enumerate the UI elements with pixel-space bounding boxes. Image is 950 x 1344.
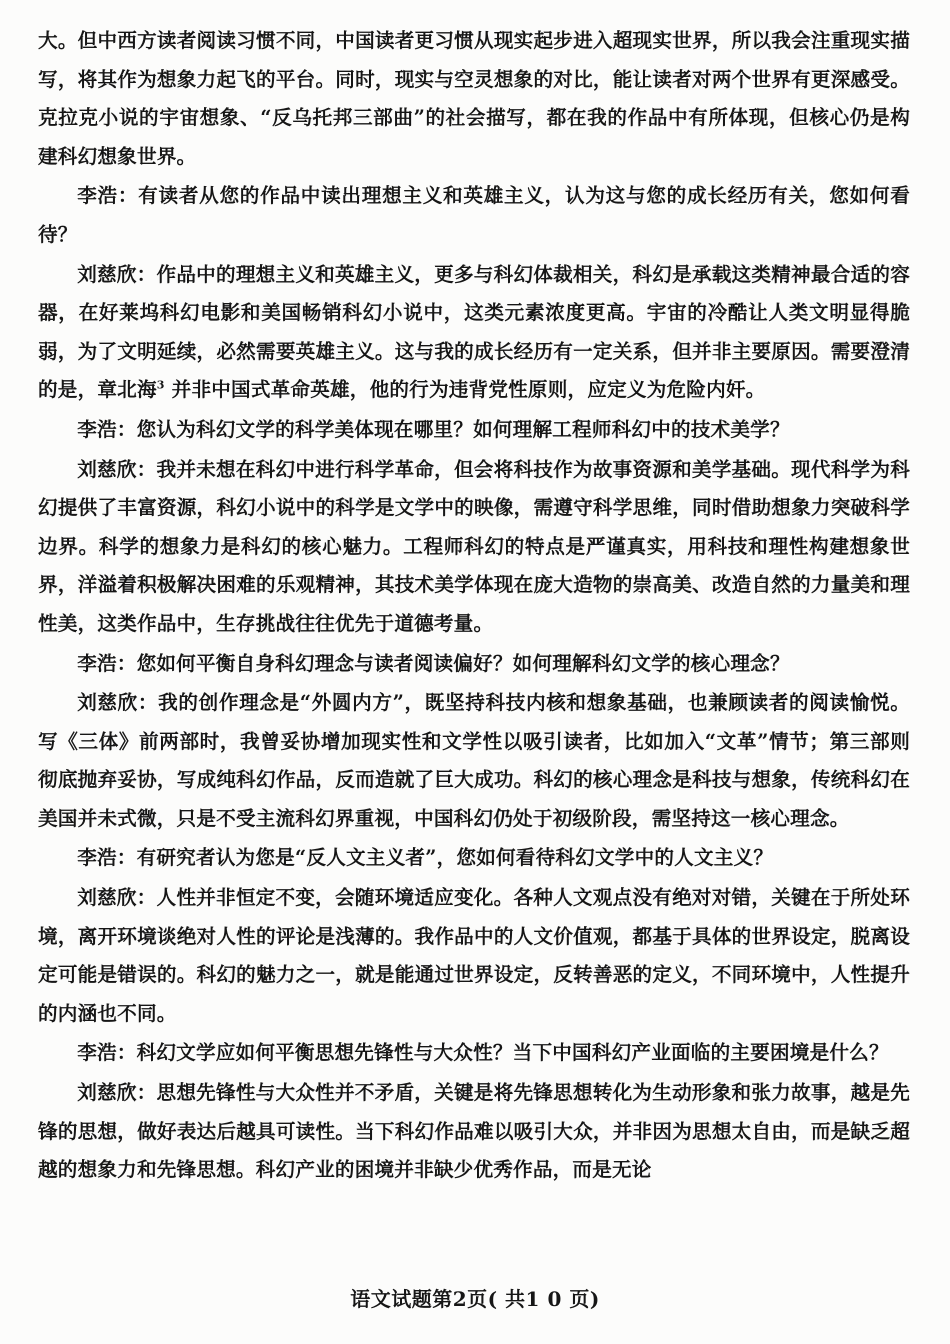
question-text: 科幻文学应如何平衡思想先锋性与大众性？当下中国科幻产业面临的主要困境是什么？ xyxy=(136,1041,889,1065)
speaker-liu-cixin: 刘慈欣： xyxy=(77,691,159,715)
question-text: 您认为科幻文学的科学美体现在哪里？如何理解工程师科幻中的技术美学？ xyxy=(136,417,790,441)
speaker-li-hao: 李浩： xyxy=(77,417,137,441)
question-paragraph xyxy=(38,1034,910,1073)
answer-text: 作品中的理想主义和英雄主义，更多与科幻体裁相关，科幻是承载这类精神最合适的容器，在好莱坞科幻电影和美国畅销科幻小说中，这类元素浓度更高。宇宙的冷酷让人类文明显得脆弱，为了文明延续，必然需要英雄主义。这与我的成长经历有一定关系，但并非主要原因。需要澄清的是，章北海 xyxy=(38,262,910,402)
question-paragraph xyxy=(38,839,910,878)
interview-text xyxy=(38,22,910,1191)
speaker-liu-cixin: 刘慈欣： xyxy=(77,262,157,286)
answer-text: 思想先锋性与大众性并不矛盾，关键是将先锋思想转化为生动形象和张力故事，越是先锋的思想，做好表达后越具可读性。当下科幻作品难以吸引大众，并非因为思想太自由，而是缺乏超越的想象力和先锋思想。科幻产业的困境并非缺少优秀作品，而是无论 xyxy=(38,1081,910,1182)
question-paragraph xyxy=(38,411,910,450)
answer-text: 我的创作理念是“外圆内方”，既坚持科技内核和想象基础，也兼顾读者的阅读愉悦。写《三体》前两部时，我曾妥协增加现实性和文学性以吸引读者，比如加入“文革”情节；第三部则彻底抛弃妥协，写成纯科幻作品，反而造就了巨大成功。科幻的核心理念是科技与想象，传统科幻在美国并未式微，只是不受主流科幻界重视，中国科幻仍处于初级阶段，需坚持这一核心理念。 xyxy=(38,691,910,830)
question-paragraph xyxy=(38,645,910,684)
question-paragraph xyxy=(38,177,910,254)
question-text: 有读者从您的作品中读出理想主义和英雄主义，认为这与您的成长经历有关，您如何看待？ xyxy=(38,184,910,246)
speaker-li-hao: 李浩： xyxy=(77,184,139,208)
answer-text-continued: 并非中国式革命英雄，他的行为违背党性原则，应定义为危险内奸。 xyxy=(164,378,766,402)
page-footer xyxy=(0,1283,950,1312)
speaker-liu-cixin: 刘慈欣： xyxy=(77,1081,157,1105)
speaker-liu-cixin: 刘慈欣： xyxy=(77,457,157,481)
question-text: 您如何平衡自身科幻理念与读者阅读偏好？如何理解科幻文学的核心理念？ xyxy=(136,651,790,675)
speaker-li-hao: 李浩： xyxy=(77,846,137,870)
footnote-marker: 3 xyxy=(156,378,165,392)
answer-paragraph xyxy=(38,879,910,1033)
paragraph-text: 大。但中西方读者阅读习惯不同，中国读者更习惯从现实起步进入超现实世界，所以我会注重现实描写，将其作为想象力起飞的平台。同时，现实与空灵想象的对比，能让读者对两个世界有更深感受。克拉克小说的宇宙想象、“反乌托邦三部曲”的社会描写，都在我的作品中有所体现，但核心仍是构建科幻想象世界。 xyxy=(38,29,910,168)
speaker-li-hao: 李浩： xyxy=(77,1041,137,1065)
paragraph-continuation xyxy=(38,22,910,176)
answer-paragraph xyxy=(38,1074,910,1190)
answer-text: 我并未想在科幻中进行科学革命，但会将科技作为故事资源和美学基础。现代科学为科幻提供了丰富资源，科幻小说中的科学是文学中的映像，需遵守科学思维，同时借助想象力突破科学边界。科学的想象力是科幻的核心魅力。工程师科幻的特点是严谨真实，用科技和理性构建想象世界，洋溢着积极解决困难的乐观精神，其技术美学体现在庞大造物的崇高美、改造自然的力量美和理性美，这类作品中，生存挑战往往优先于道德考量。 xyxy=(38,457,910,635)
speaker-li-hao: 李浩： xyxy=(77,651,137,675)
answer-paragraph xyxy=(38,451,910,644)
answer-paragraph xyxy=(38,256,910,410)
answer-text: 人性并非恒定不变，会随环境适应变化。各种人文观点没有绝对对错，关键在于所处环境，离开环境谈绝对人性的评论是浅薄的。我作品中的人文价值观，都基于具体的世界设定，脱离设定可能是错误的。科幻的魅力之一，就是能通过世界设定，反转善恶的定义，不同环境中，人性提升的内涵也不同。 xyxy=(38,886,910,1025)
question-text: 有研究者认为您是“反人文主义者”，您如何看待科幻文学中的人文主义？ xyxy=(136,846,774,870)
page-number-label: 语文试题第2页( 共1 0 页) xyxy=(350,1287,600,1311)
speaker-liu-cixin: 刘慈欣： xyxy=(77,886,157,910)
answer-paragraph xyxy=(38,684,910,838)
